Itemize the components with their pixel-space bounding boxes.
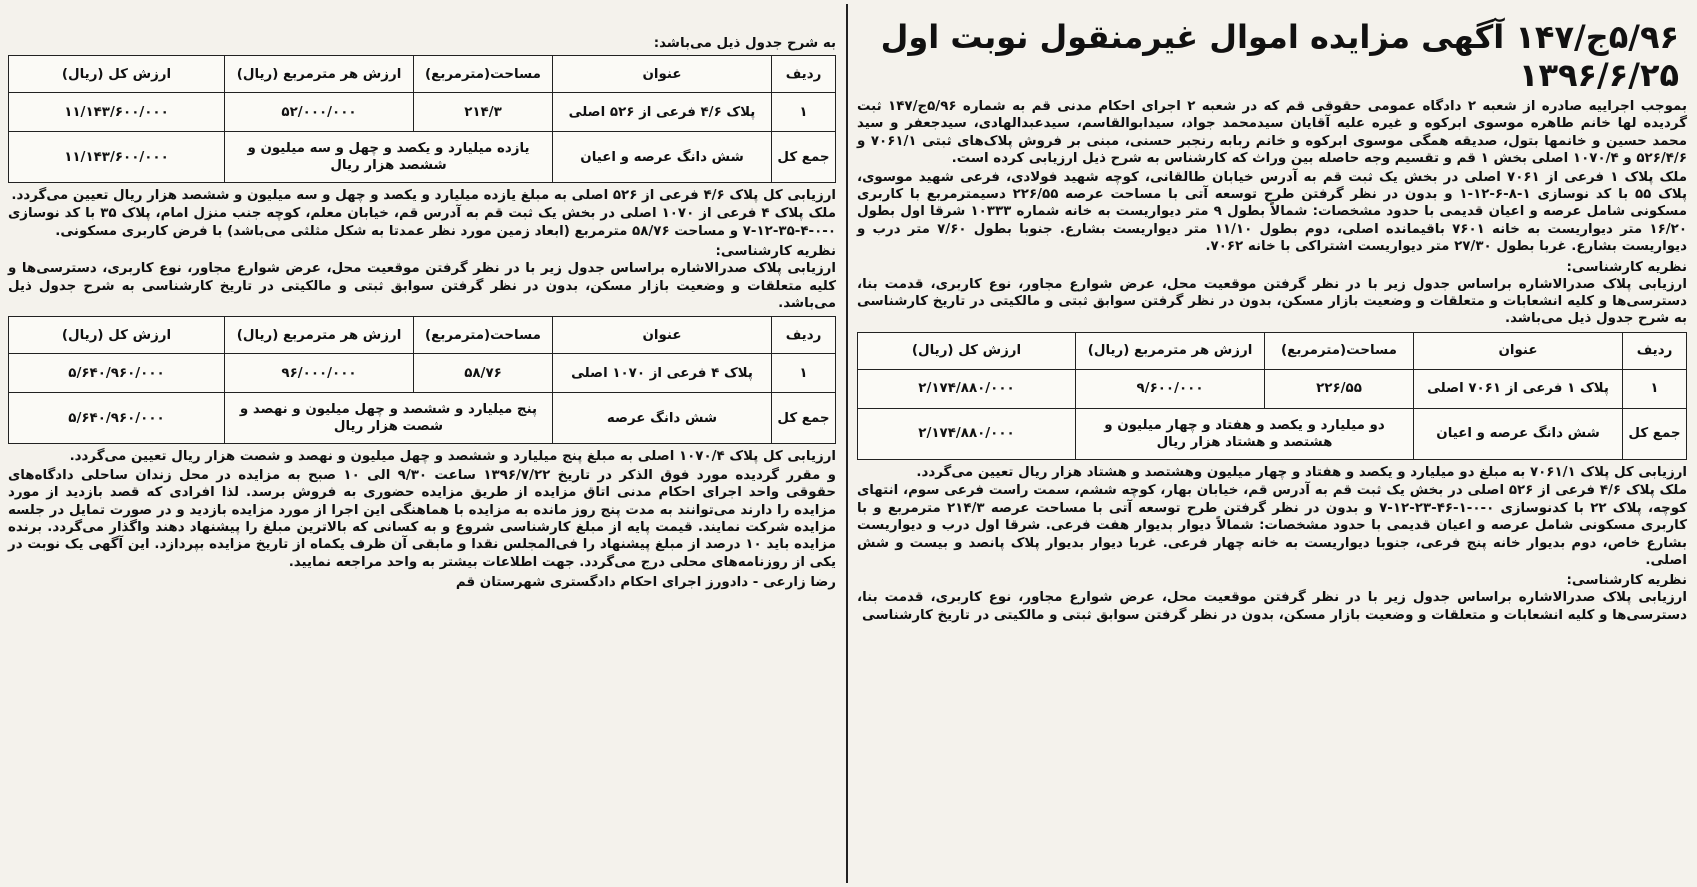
cell-title: پلاک ۱ فرعی از ۷۰۶۱ اصلی [1414,369,1623,408]
total-value: ۱۱/۱۴۳/۶۰۰/۰۰۰ [9,132,225,183]
col-total-header: ارزش کل (ریال) [9,317,225,354]
opinion-2-title: نظریه کارشناسی: [1566,573,1687,589]
opinion-1-title: نظریه کارشناسی: [1566,259,1687,275]
cell-row-number: ۱ [1623,369,1687,408]
notice-title: ۵/۹۶ج/۱۴۷ آگهی مزایده اموال غیرمنقول نوبت اول ۱۳۹۶/۶/۲۵ [880,18,1679,94]
table-row [858,369,1687,408]
total-title: شش دانگ عرصه و اعیان [1414,408,1623,459]
valuation-table-3 [8,316,836,444]
evaluation-2-text: ارزیابی کل پلاک ۴/۶ فرعی از ۵۲۶ اصلی به مبلغ یازده میلیارد و یکصد و چهل و سه میلیون و ششصد هزار ریال تعیین می‌گردد. [11,188,836,203]
col-unit-price-header: ارزش هر مترمربع (ریال) [1076,332,1265,369]
col-row-header: ردیف [772,317,836,354]
total-value: ۵/۶۴۰/۹۶۰/۰۰۰ [9,393,225,444]
col-title-header: عنوان [553,317,772,354]
cell-title: پلاک ۴/۶ فرعی از ۵۲۶ اصلی [553,93,772,132]
col-title-header: عنوان [553,56,772,93]
cell-unit-price: ۹۶/۰۰۰/۰۰۰ [225,354,414,393]
column-divider [846,4,848,883]
valuation-table-2 [8,55,836,183]
col-area-header: مساحت(مترمربع) [1265,332,1414,369]
col-total-header: ارزش کل (ریال) [9,56,225,93]
col-title-header: عنوان [1414,332,1623,369]
col-total-header: ارزش کل (ریال) [858,332,1076,369]
total-label: جمع کل [1623,408,1687,459]
cell-title: پلاک ۴ فرعی از ۱۰۷۰ اصلی [553,354,772,393]
opinion-3-title: نظریه کارشناسی: [715,244,836,260]
col-unit-price-header: ارزش هر مترمربع (ریال) [225,317,414,354]
cell-row-number: ۱ [772,93,836,132]
evaluation-1-text: ارزیابی کل پلاک ۷۰۶۱/۱ به مبلغ دو میلیارد و یکصد و هفتاد و چهار میلیون وهشتصد و هشتاد هزار ریال تعیین می‌گردد. [916,464,1687,480]
total-in-words: پنج میلیارد و ششصد و چهل میلیون و نهصد و شصت هزار ریال [225,393,553,444]
total-value: ۲/۱۷۴/۸۸۰/۰۰۰ [858,408,1076,459]
table-row [9,354,836,393]
opinion-1-text: ارزیابی پلاک صدرالاشاره براساس جدول زیر با در نظر گرفتن موقعیت محل، عرض شوارع مجاور، نوع کاربری، قدمت بنا، دسترسی‌ها و کلیه انشعابات و متعلقات و وضعیت بازار مسکن، بدون در نظر گرفتن سوابق ثبتی و مالکیتی در تاریخ کارشناسی به شرح جدول ذیل می‌باشد. [857,276,1687,327]
cell-area: ۲۱۴/۳ [414,93,553,132]
cell-area: ۲۲۶/۵۵ [1265,369,1414,408]
valuation-table-1 [857,332,1687,460]
table-2-lead: به شرح جدول ذیل می‌باشد: [653,36,836,51]
table-row [9,93,836,132]
col-area-header: مساحت(مترمربع) [414,56,553,93]
cell-total: ۲/۱۷۴/۸۸۰/۰۰۰ [858,369,1076,408]
total-title: شش دانگ عرصه و اعیان [553,132,772,183]
total-in-words: یازده میلیارد و یکصد و چهل و سه میلیون و ششصد هزار ریال [225,132,553,183]
cell-unit-price: ۹/۶۰۰/۰۰۰ [1076,369,1265,408]
col-unit-price-header: ارزش هر مترمربع (ریال) [225,56,414,93]
intro-paragraph: بموجب اجراییه صادره از شعبه ۲ دادگاه عمومی حقوقی قم که در شعبه ۲ اجرای احکام مدنی قم به شماره ۵/۹۶ج/۱۴۷ ثبت گردیده لها خانم طاهره موسوی ابرکوه و غیره علیه آقایان سیدمحمد جواد، سیدابوالقاسم، سیدعبدالهادی، سیدجعفر و سید محمد حسین و خانمها بتول، صدیقه همگی موسوی ابرکوه و خانم ربابه رنجبر حسنی، مبنی بر فروش پلاک‌های ثبتی ۷۰۶۱/۱ و ۵۲۶/۴/۶ و ۱۰۷۰/۴ اصلی بخش ۱ قم و تقسیم وجه حاصله بین وراث که کارشناس به شرح ذیل ارزیابی کرده است. [857,99,1687,167]
property-1-description: ملک پلاک ۱ فرعی از ۷۰۶۱ اصلی در بخش یک ثبت قم به آدرس خیابان طالقانی، کوچه شهید فولادی، فرعی شهید موسوی، پلاک ۵۵ با کد نوسازی ۱-۸-۶-۱۲-۱ و بدون در نظر گرفتن طرح توسعه آتی با مساحت عرصه ۲۲۶/۵۵ دسیمترمربع با کاربری مسکونی شامل عرصه و اعیان قدیمی با حدود مشخصات: شمالاً بطول ۹ متر دیواریست به خانه شماره ۱۰۳۳۳ شرقا اول بطول ۱۶/۲۰ متر دیواریست به خانه ۷۶۰۱ باقیمانده اصلی، دوم بطول ۱۱/۱۰ متر دیواریست بشارع. جنوبا بطول ۷/۶۰ متر درب و دیواریست بشارع. غربا بطول ۲۷/۳۰ متر دیواریست اشتراکی با خانه ۷۰۶۲. [857,169,1688,255]
opinion-3-text: ارزیابی پلاک صدرالاشاره براساس جدول زیر با در نظر گرفتن موقعیت محل، عرض شوارع مجاور، نوع کاربری، دسترسی‌ها و کلیه متعلقات و وضعیت بازار مسکن، بدون در نظر گرفتن سوابق ثبتی و مالکیتی در تاریخ کارشناسی به شرح جدول ذیل می‌باشد. [8,261,836,312]
signature-line: رضا زارعی - دادورز اجرای احکام دادگستری شهرستان قم [455,575,836,591]
cell-total: ۵/۶۴۰/۹۶۰/۰۰۰ [9,354,225,393]
auction-details-text: و مقرر گردیده مورد فوق الذکر در تاریخ ۱۳۹۶/۷/۲۲ ساعت ۹/۳۰ الی ۱۰ صبح به مزایده در محل زندان ساحلی دادگاه‌های حقوقی واحد اجرای احکام مدنی اتاق مزایده از طریق مزایده حضوری به فروش برسد. لذا افرادی که قصد بازدید از مورد مزایده را دارند می‌توانند به مدت پنج روز مانده به مزایده با هماهنگی این اجرا از مورد مزایده بازدید و در صورت تمایل در جلسه مزایده شرکت نمایند. قیمت پایه از مبلغ کارشناسی شروع و به کسانی که بالاترین مبلغ را پیشنهاد دهند واگذار می‌گردد. برنده مزایده باید ۱۰ درصد از مبلغ پیشنهاد را فی‌المجلس نقدا و مابقی آن ظرف یکماه از تاریخ مزایده بپردازد. این آگهی یک نوبت در یکی از روزنامه‌های محلی درج می‌گردد. جهت اطلاعات بیشتر به واحد مراجعه نمایید. [8,467,837,570]
table-header-row [858,332,1687,369]
right-column [857,6,1687,881]
table-header-row [9,56,836,93]
evaluation-3-text: ارزیابی کل پلاک ۱۰۷۰/۴ اصلی به مبلغ پنج میلیارد و ششصد و چهل میلیون و نهصد و شصت هزار ریال تعیین می‌گردد. [69,449,836,465]
cell-unit-price: ۵۲/۰۰۰/۰۰۰ [225,93,414,132]
col-row-header: ردیف [1623,332,1687,369]
table-total-row [9,393,836,444]
cell-area: ۵۸/۷۶ [414,354,553,393]
total-label: جمع کل [772,393,836,444]
left-column [8,6,836,881]
col-area-header: مساحت(مترمربع) [414,317,553,354]
table-total-row [858,408,1687,459]
cell-total: ۱۱/۱۴۳/۶۰۰/۰۰۰ [9,93,225,132]
property-3-description: ملک پلاک ۴ فرعی از ۱۰۷۰ اصلی در بخش یک ثبت قم به آدرس قم، خیابان معلم، کوچه جنب منزل امام، پلاک ۳۵ با کد نوسازی ۰-۰-۴-۳۵-۱۲-۷ و مساحت ۵۸/۷۶ مترمربع (ابعاد زمین مورد نظر عمدتا به شکل مثلثی می‌باشد) با فرض کاربری مسکونی. [8,206,837,239]
total-in-words: دو میلیارد و یکصد و هفتاد و چهار میلیون و هشتصد و هشتاد هزار ریال [1076,408,1414,459]
col-row-header: ردیف [772,56,836,93]
opinion-2-text: ارزیابی پلاک صدرالاشاره براساس جدول زیر با در نظر گرفتن موقعیت محل، عرض شوارع مجاور، نوع کاربری، قدمت بنا، دسترسی‌ها و کلیه انشعابات و متعلقات و وضعیت بازار مسکن، بدون در نظر گرفتن سوابق ثبتی و مالکیتی در تاریخ کارشناسی [857,590,1687,623]
property-2-description: ملک پلاک ۴/۶ فرعی از ۵۲۶ اصلی در بخش یک ثبت قم به آدرس قم، خیابان بهار، کوچه ششم، سمت راست فرعی سوم، انتهای کوچه، پلاک ۲۲ با کدنوسازی ۰-۰-۱-۴۶-۲۳-۱۲-۷ و بدون در نظر گرفتن طرح توسعه آتی با مساحت عرصه ۲۱۴/۳ مترمربع و با کاربری مسکونی شامل عرصه و اعیان قدیمی با حدود مشخصات: شمالاً دیوار بدیوار هفت فرعی. شرقا اول درب و دیواریست بشارع خاص، دوم بدیوار خانه پنج فرعی، جنوبا دیواریست به خانه چهار فرعی. غربا دیوار بدیوار پلاک پانصد و بیست و شش اصلی. [857,483,1688,568]
table-header-row [9,317,836,354]
table-total-row [9,132,836,183]
cell-row-number: ۱ [772,354,836,393]
total-label: جمع کل [772,132,836,183]
total-title: شش دانگ عرصه [553,393,772,444]
